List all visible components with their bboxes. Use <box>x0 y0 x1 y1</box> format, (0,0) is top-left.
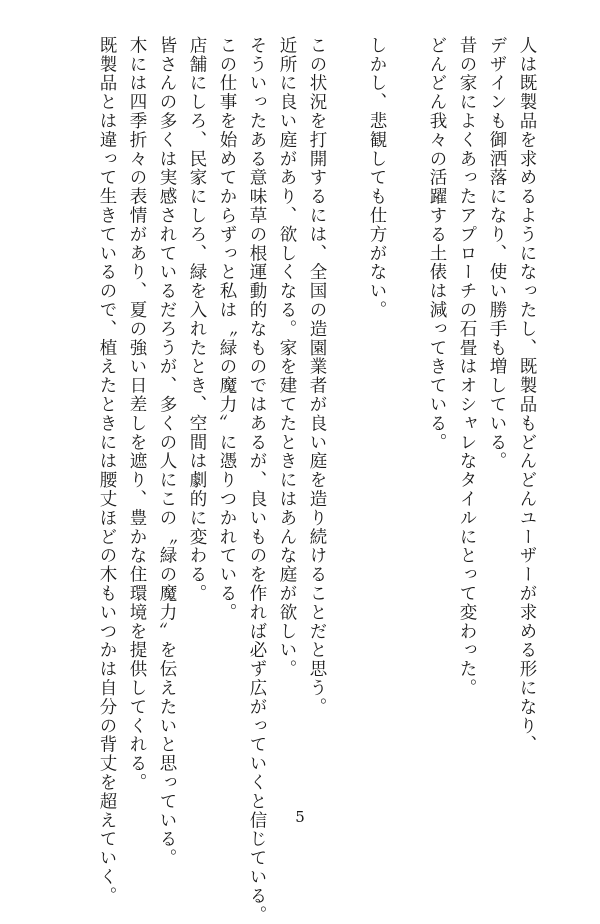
text-line: そういったある意味草の根運動的なものではあるが、良いものを作れば必ず広がっていくと信じている。 <box>247 36 267 924</box>
text-line: この状況を打開するには、全国の造園業者が良い庭を造り続けることだと思う。 <box>307 36 327 717</box>
text-line: この仕事を始めてからずっと私は〝緑の魔力〟に憑りつかれている。 <box>217 36 237 622</box>
text-line: しかし、悲観しても仕方がない。 <box>367 36 387 320</box>
text-line: 人は既製品を求めるようになったし、既製品もどんどんユーザーが求める形になり、 <box>517 36 537 755</box>
vertical-text-body <box>72 36 542 924</box>
text-line: 店舗にしろ、民家にしろ、緑を入れたとき、空間は劇的に変わる。 <box>187 36 207 603</box>
page-number: 5 <box>295 808 305 826</box>
paragraph-gap <box>392 36 422 776</box>
paragraph-gap <box>332 36 362 776</box>
text-line: どんどん我々の活躍する土俵は減ってきている。 <box>427 36 447 452</box>
text-line: デザインも御洒落になり、使い勝手も増している。 <box>487 36 507 471</box>
text-line: 木には四季折々の表情があり、夏の強い日差しを遮り、豊かな住環境を提供してくれる。 <box>127 36 147 792</box>
text-line: 既製品とは違って生きているので、植えたときには腰丈ほどの木もいつかは自分の背丈を超えていく。 <box>97 36 117 906</box>
text-line: 昔の家によくあったアプローチの石畳はオシャレなタイルにとって変わった。 <box>457 36 477 698</box>
text-line: 近所に良い庭があり、欲しくなる。家を建てたときにはあんな庭が欲しい。 <box>277 36 297 679</box>
text-line: 皆さんの多くは実感されているだろうが、多くの人にこの〝緑の魔力〟を伝えたいと思っている。 <box>157 36 177 868</box>
